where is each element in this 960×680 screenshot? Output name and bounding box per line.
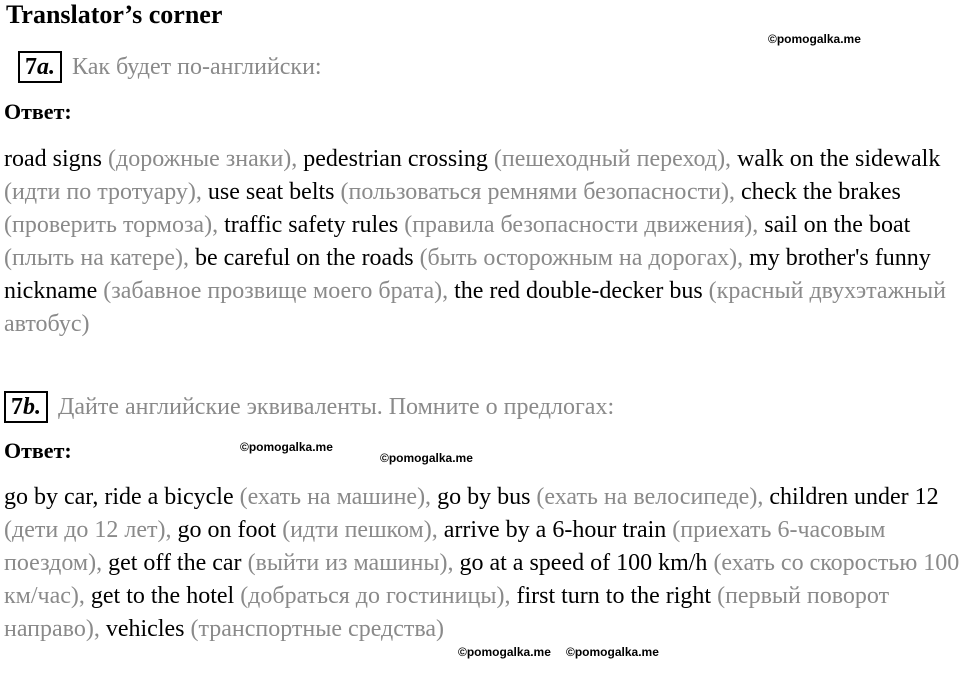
task-number-box bbox=[18, 51, 62, 83]
phrase-en: go at a speed of 100 km/h bbox=[459, 550, 708, 576]
phrase-en: get off the car bbox=[108, 550, 242, 576]
phrase-en: check the brakes bbox=[740, 179, 901, 205]
phrase-en: use seat belts bbox=[207, 179, 335, 205]
phrase-ru: (транспортные средства) bbox=[190, 616, 445, 642]
task-7a-header bbox=[4, 50, 322, 84]
phrase-ru: (красный двухэтажный автобус) bbox=[4, 278, 946, 337]
watermark: ©pomogalka.me bbox=[458, 645, 551, 659]
watermark: ©pomogalka.me bbox=[566, 645, 659, 659]
answer-paragraph-a bbox=[4, 143, 960, 341]
phrase-en: walk on the sidewalk bbox=[737, 146, 941, 172]
phrase-ru: (дорожные знаки), bbox=[108, 146, 298, 172]
phrase-en: go by bus bbox=[437, 484, 531, 510]
watermark: ©pomogalka.me bbox=[768, 32, 861, 46]
phrase-ru: (ехать на велосипеде), bbox=[536, 484, 764, 510]
phrase-ru: (плыть на катере), bbox=[4, 245, 189, 271]
phrase-ru: (ехать на машине), bbox=[239, 484, 432, 510]
phrase-en: be careful on the roads bbox=[194, 245, 414, 271]
task-instruction: Дайте английские эквиваленты. Помните о предлогах: bbox=[58, 393, 615, 420]
phrase-en: go by car, ride a bicycle bbox=[4, 484, 234, 510]
task-number: 7 bbox=[11, 394, 23, 420]
phrase-en: first turn to the right bbox=[516, 583, 712, 609]
phrase-ru: (пользоваться ремнями безопасности), bbox=[340, 179, 735, 205]
phrase-ru: (выйти из машины), bbox=[247, 550, 454, 576]
phrase-en: sail on the boat bbox=[764, 212, 911, 238]
page-title: Translator’s corner bbox=[6, 0, 223, 29]
task-letter: a. bbox=[37, 54, 55, 80]
phrase-ru: (пешеходный переход), bbox=[493, 146, 732, 172]
phrase-ru: (идти по тротуару), bbox=[4, 179, 202, 205]
phrase-ru: (дети до 12 лет), bbox=[4, 517, 172, 543]
task-number: 7 bbox=[25, 54, 37, 80]
task-letter: b. bbox=[23, 394, 41, 420]
phrase-ru: (первый поворот направо), bbox=[4, 583, 890, 642]
phrase-en: pedestrian crossing bbox=[303, 146, 488, 172]
task-number-box bbox=[4, 391, 48, 423]
phrase-ru: (добраться до гостиницы), bbox=[240, 583, 511, 609]
phrase-en: road signs bbox=[4, 146, 102, 172]
phrase-ru: (быть осторожным на дорогах), bbox=[419, 245, 744, 271]
phrase-en: the red double-decker bus bbox=[454, 278, 703, 304]
phrase-ru: (ехать со скоростью 100 км/час), bbox=[4, 550, 960, 609]
phrase-en: go on foot bbox=[177, 517, 277, 543]
phrase-ru: (правила безопасности движения), bbox=[404, 212, 759, 238]
answer-paragraph-b bbox=[4, 481, 960, 646]
phrase-ru: (забавное прозвище моего брата), bbox=[103, 278, 449, 304]
phrase-en: get to the hotel bbox=[90, 583, 235, 609]
watermark: ©pomogalka.me bbox=[240, 440, 333, 454]
phrase-en: my brother's funny nickname bbox=[4, 245, 931, 304]
phrase-en: children under 12 bbox=[769, 484, 939, 510]
answer-label: Ответ: bbox=[4, 438, 72, 463]
watermark: ©pomogalka.me bbox=[380, 451, 473, 465]
task-instruction: Как будет по-английски: bbox=[72, 53, 322, 80]
phrase-en: vehicles bbox=[105, 616, 185, 642]
answer-label: Ответ: bbox=[4, 99, 72, 124]
phrase-en: traffic safety rules bbox=[224, 212, 399, 238]
phrase-en: arrive by a 6-hour train bbox=[443, 517, 667, 543]
phrase-ru: (проверить тормоза), bbox=[4, 212, 219, 238]
task-7b-header bbox=[4, 390, 614, 424]
phrase-ru: (приехать 6-часовым поездом), bbox=[4, 517, 886, 576]
phrase-ru: (идти пешком), bbox=[282, 517, 438, 543]
